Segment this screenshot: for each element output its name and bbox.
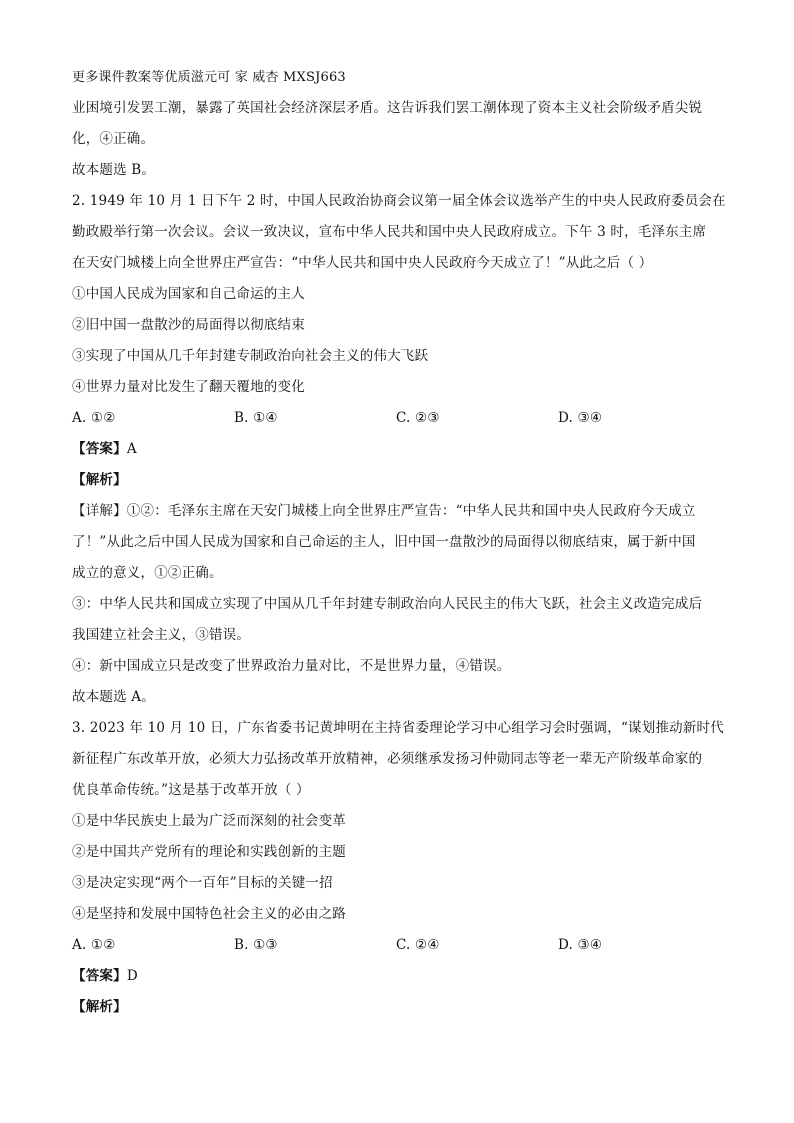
q3-option-c: C. ②④: [396, 937, 440, 953]
q1-tail-line-2: 化，④正确。: [72, 131, 155, 147]
q2-option-c: C. ②③: [396, 410, 440, 426]
q2-conclusion: 故本题选 A。: [72, 689, 155, 705]
document-page: [72, 62, 732, 1023]
q2-answer-value: A: [126, 441, 137, 457]
q2-option-b: B. ①④: [234, 410, 278, 426]
q2-options: [72, 403, 732, 434]
q2-detail-line-4: ③：中华人民共和国成立实现了中国从几千年封建专制政治向人民民主的伟大飞跃，社会主义改造完成后: [72, 596, 703, 612]
q3-stem-line-2: 新征程广东改革开放，必须大力弘扬改革开放精神，必须继承发扬习仲勋同志等老一辈无产阶级革命家的: [72, 751, 703, 767]
q2-item-4: ④世界力量对比发生了翻天覆地的变化: [72, 379, 305, 395]
q1-tail-line-1: 业困境引发罢工潮，暴露了英国社会经济深层矛盾。这告诉我们罢工潮体现了资本主义社会阶级矛盾尖锐: [72, 100, 703, 116]
q1-conclusion: 故本题选 B。: [72, 162, 156, 178]
q3-stem-line-3: 优良革命传统。”这是基于改革开放（ ）: [72, 782, 310, 798]
q3-analysis-label: 【解析】: [72, 999, 127, 1015]
q2-stem-line-2: 勤政殿举行第一次会议。会议一致决议，宣布中华人民共和国中央人民政府成立。下午 3 时，毛泽东主席: [72, 224, 707, 240]
q3-answer: [72, 961, 732, 992]
q2-detail-line-6: ④：新中国成立只是改变了世界政治力量对比，不是世界力量，④错误。: [72, 658, 511, 674]
q2-item-2: ②旧中国一盘散沙的局面得以彻底结束: [72, 317, 305, 333]
q2-detail-line-3: 成立的意义，①②正确。: [72, 565, 223, 581]
q2-option-d: D. ③④: [558, 410, 603, 426]
q3-options: [72, 930, 732, 961]
q3-item-4: ④是坚持和发展中国特色社会主义的必由之路: [72, 906, 346, 922]
q3-option-a: A. ①②: [72, 937, 116, 953]
q2-detail-line-1: 【详解】①②：毛泽东主席在天安门城楼上向全世界庄严宣告：“中华人民共和国中央人民政府今天成立: [72, 503, 696, 519]
q2-detail-line-2: 了！”从此之后中国人民成为国家和自己命运的主人，旧中国一盘散沙的局面得以彻底结束，属于新中国: [72, 534, 696, 550]
q2-stem-line-3: 在天安门城楼上向全世界庄严宣告：“中华人民共和国中央人民政府今天成立了！”从此之后（ ）: [72, 255, 653, 271]
q2-answer-label: 【答案】: [72, 441, 127, 457]
q2-detail-line-5: 我国建立社会主义，③错误。: [72, 627, 251, 643]
q3-stem-line-1: 3. 2023 年 10 月 10 日，广东省委书记黄坤明在主持省委理论学习中心组学习会时强调，“谋划推动新时代: [72, 720, 724, 736]
page-header: 更多课件教案等优质滋元可 家 威杏 MXSJ663: [72, 70, 346, 85]
q3-answer-value: D: [126, 968, 138, 984]
q2-stem-line-1: 2. 1949 年 10 月 1 日下午 2 时，中国人民政治协商会议第一届全体会议选举产生的中央人民政府委员会在: [72, 193, 726, 209]
q3-answer-label: 【答案】: [72, 968, 127, 984]
q3-option-d: D. ③④: [558, 937, 603, 953]
q2-answer: [72, 434, 732, 465]
q2-analysis-label: 【解析】: [72, 472, 127, 488]
q2-item-3: ③实现了中国从几千年封建专制政治向社会主义的伟大飞跃: [72, 348, 429, 364]
q3-item-1: ①是中华民族史上最为广泛而深刻的社会变革: [72, 813, 346, 829]
q2-item-1: ①中国人民成为国家和自己命运的主人: [72, 286, 305, 302]
q2-option-a: A. ①②: [72, 410, 116, 426]
q3-option-b: B. ①③: [234, 937, 278, 953]
q3-item-3: ③是决定实现“两个一百年”目标的关键一招: [72, 875, 333, 891]
q3-item-2: ②是中国共产党所有的理论和实践创新的主题: [72, 844, 346, 860]
